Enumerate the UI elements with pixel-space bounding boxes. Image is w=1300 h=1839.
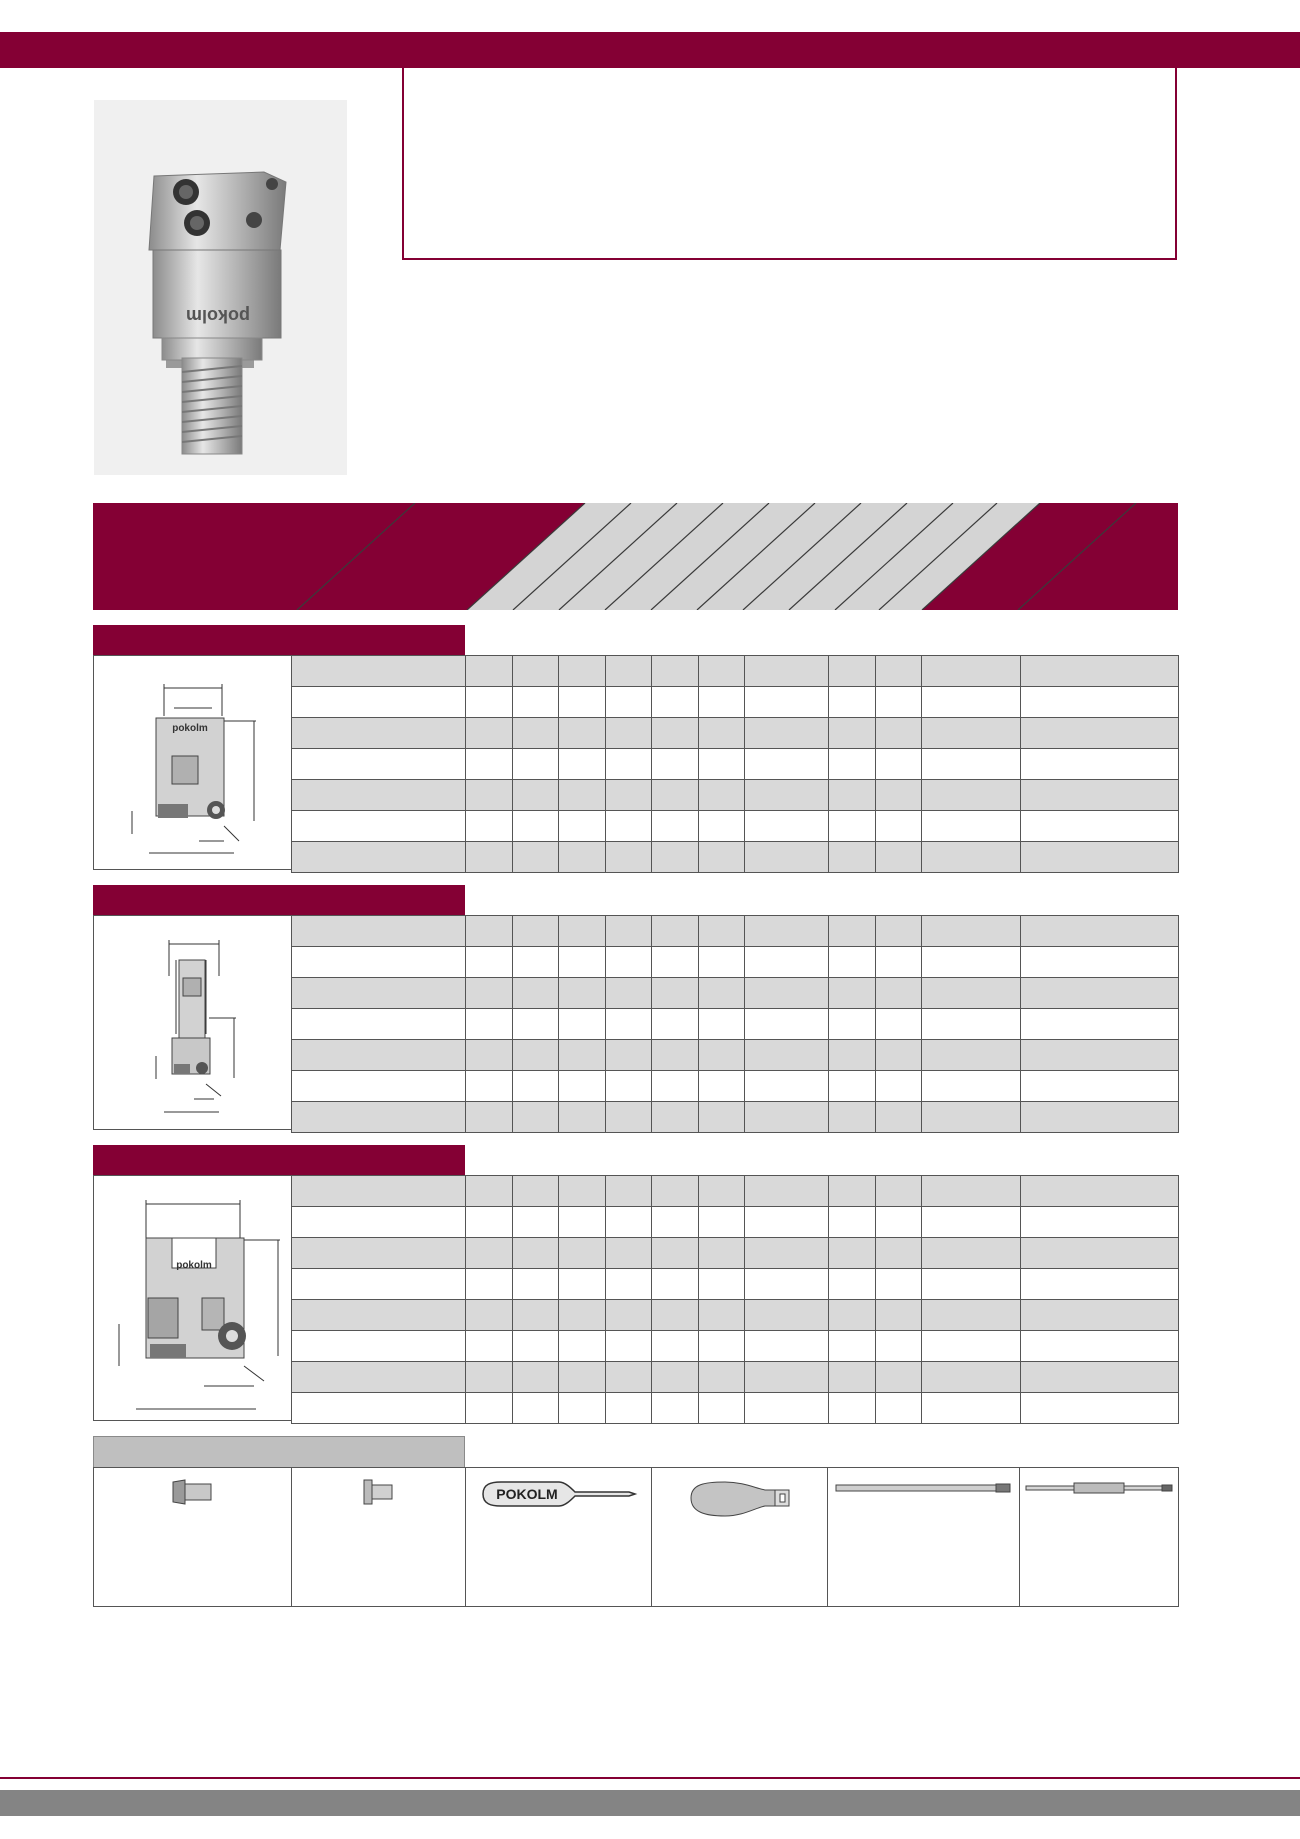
section-title-3 [93, 1145, 465, 1177]
table-row [94, 1468, 1179, 1607]
accessory-cell [652, 1468, 828, 1607]
table-row [292, 1009, 1179, 1040]
torque-wrench-icon [1024, 1478, 1174, 1498]
accessories-table [93, 1467, 1179, 1607]
table-row [292, 1176, 1179, 1207]
table-row [292, 1331, 1179, 1362]
drawing-cell [93, 655, 291, 870]
section-arbor [93, 1175, 1178, 1421]
table-row [292, 947, 1179, 978]
accessory-cell [1020, 1468, 1179, 1607]
table-header-band [93, 503, 1178, 610]
svg-text:pokolm: pokolm [176, 1260, 212, 1271]
table-row [292, 978, 1179, 1009]
accessory-cell [466, 1468, 652, 1607]
table-row [292, 1207, 1179, 1238]
svg-text:pokolm: pokolm [185, 306, 251, 326]
table-row [292, 1269, 1179, 1300]
svg-text:POKOLM: POKOLM [495, 1486, 558, 1502]
table-row [292, 916, 1179, 947]
drawing-cell [93, 915, 291, 1130]
data-table [291, 655, 1179, 873]
table-row [292, 1300, 1179, 1331]
clamping-screw-icon [362, 1478, 396, 1506]
table-row [292, 1071, 1179, 1102]
accessory-cell [94, 1468, 292, 1607]
accessory-cell [828, 1468, 1020, 1607]
footer-bar [0, 1790, 1300, 1816]
table-row [292, 842, 1179, 873]
accessories-title [93, 1436, 465, 1468]
data-table [291, 915, 1179, 1133]
section-title-1 [93, 625, 465, 657]
table-row [292, 780, 1179, 811]
table-row [292, 718, 1179, 749]
screw-in-cutter-drawing-icon [94, 656, 290, 869]
table-row [292, 687, 1179, 718]
top-brand-bar [0, 32, 1300, 68]
section-screw-in [93, 655, 1178, 870]
table-row [292, 749, 1179, 780]
product-photo [94, 100, 347, 475]
table-row [292, 1102, 1179, 1133]
section-shank [93, 915, 1178, 1130]
milling-cutter-photo-icon [94, 100, 347, 475]
table-row [292, 656, 1179, 687]
table-row [292, 1238, 1179, 1269]
info-box [402, 66, 1177, 260]
torque-handle-icon [685, 1478, 795, 1518]
section-title-2 [93, 885, 465, 917]
bit-icon [834, 1478, 1014, 1498]
screwdriver-icon [479, 1478, 639, 1510]
table-row [292, 1362, 1179, 1393]
shank-cutter-drawing-icon [94, 916, 290, 1129]
svg-text:pokolm: pokolm [172, 723, 208, 734]
table-row [292, 811, 1179, 842]
drawing-cell [93, 1175, 291, 1421]
accessory-cell [292, 1468, 466, 1607]
data-table [291, 1175, 1179, 1424]
table-row [292, 1040, 1179, 1071]
table-row [292, 1393, 1179, 1424]
arbor-cutter-drawing-icon [94, 1176, 290, 1420]
footer-line [0, 1777, 1300, 1779]
insert-screw-icon [171, 1478, 215, 1506]
